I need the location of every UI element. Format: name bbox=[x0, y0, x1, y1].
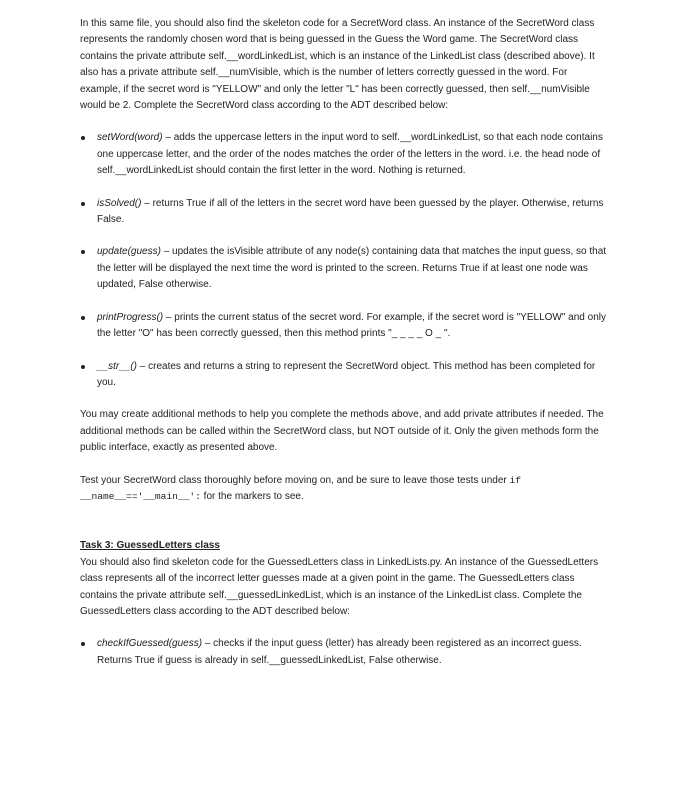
secretword-method-list bbox=[80, 130, 610, 391]
list-item bbox=[80, 310, 610, 343]
method-description: – checks if the input guess (letter) has already been registered as an incorrect guess. Returns True if guess is already in self.__guessedLinkedList, False otherwise. bbox=[97, 638, 582, 666]
method-description: – creates and returns a string to represent the SecretWord object. This method has been completed for you. bbox=[97, 360, 596, 388]
bullet-icon bbox=[81, 250, 85, 254]
list-item bbox=[80, 130, 610, 179]
list-item bbox=[80, 196, 610, 229]
method-description: – returns True if all of the letters in the secret word have been guessed by the player. Otherwise, returns False. bbox=[97, 197, 604, 226]
section-spacer bbox=[80, 521, 610, 538]
bullet-icon bbox=[81, 202, 85, 206]
method-description: – adds the uppercase letters in the input word to self.__wordLinkedList, so that each node contains one uppercase letter, and the order of the nodes matches the order of the letters in the word. i.e. the head node of self.__wordLinkedList should contain the first letter in the word. Nothing is returned. bbox=[97, 132, 603, 177]
main-guard-code: if __name__=='__main__': bbox=[80, 474, 522, 502]
method-name: update(guess) bbox=[97, 246, 161, 258]
additional-methods-paragraph: You may create additional methods to help you complete the methods above, and add private attributes if needed. The additional methods can be called within the SecretWord class, but NOT outside of it. Only the given methods form the public interface, exactly as presented above. bbox=[80, 409, 604, 454]
task3-heading: Task 3: GuessedLetters class bbox=[80, 540, 220, 552]
bullet-icon bbox=[81, 642, 85, 646]
intro-paragraph: In this same file, you should also find the skeleton code for a SecretWord class. An instance of the SecretWord class represents the randomly chosen word that is being guessed in the Guess the Word game. The SecretWord class contains the private attribute self.__wordLinkedList, which is an instance of the LinkedList class (described above). It also has a private attribute self.__numVisible, which is the number of letters correctly guessed in the word. For example, if the secret word is "YELLOW" and only the letter "L" has been correctly guessed, then self.__numVisible would be 2. Complete the SecretWord class according to the ADT described below: bbox=[80, 18, 595, 112]
bullet-icon bbox=[81, 136, 85, 140]
method-name: printProgress() bbox=[97, 311, 164, 323]
list-item bbox=[80, 636, 610, 669]
method-name: checkIfGuessed(guess) bbox=[97, 638, 203, 650]
method-description: – prints the current status of the secret word. For example, if the secret word is "YELLOW" and only the letter "O" has been correctly guessed, then this method prints "_ _ _ _ O _ ". bbox=[97, 311, 606, 340]
list-item bbox=[80, 359, 610, 392]
method-name: isSolved() bbox=[97, 197, 142, 209]
test-note-text-end: for the markers to see. bbox=[200, 490, 304, 502]
test-note-text: Test your SecretWord class thoroughly before moving on, and be sure to leave those tests under bbox=[80, 474, 510, 486]
bullet-icon bbox=[81, 365, 85, 369]
method-description: – updates the isVisible attribute of any node(s) containing data that matches the input guess, so that the letter will be displayed the next time the word is printed to the screen. Returns True if at least one node was updated, False otherwise. bbox=[97, 246, 607, 291]
test-note-paragraph bbox=[80, 473, 610, 506]
bullet-icon bbox=[81, 316, 85, 320]
guessedletters-method-list bbox=[80, 636, 610, 669]
list-item bbox=[80, 244, 610, 293]
method-name: __str__() bbox=[97, 360, 138, 372]
document-page bbox=[80, 16, 610, 685]
task3-body: You should also find skeleton code for the GuessedLetters class in LinkedLists.py. An instance of the GuessedLetters class represents all of the incorrect letter guesses made at a given point in the game. The GuessedLetters class contains the private attribute self.__guessedLinkedList, which is an instance of the LinkedList class. Complete the GuessedLetters class according to the ADT described below: bbox=[80, 556, 599, 617]
method-name: setWord(word) bbox=[97, 132, 163, 144]
